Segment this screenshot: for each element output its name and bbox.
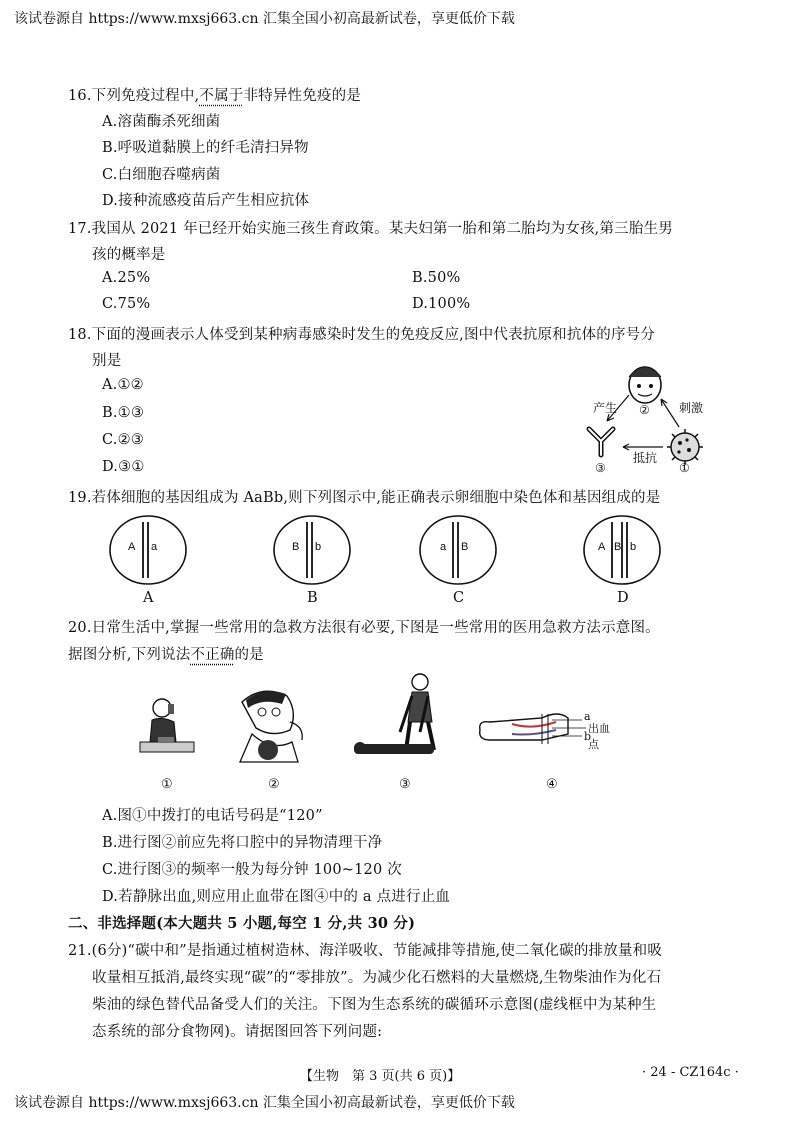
q16-stem: 16.下列免疫过程中,不属于非特异性免疫的是: [68, 88, 362, 104]
q17-option-c: C.75%: [102, 296, 151, 312]
q20-option-a: A.图①中拨打的电话号码是“120”: [102, 808, 323, 824]
section-heading: 二、非选择题(本大题共 5 小题,每空 1 分,共 30 分): [68, 915, 416, 932]
q17-option-a: A.25%: [102, 270, 151, 286]
q16-option-a: A.溶菌酶杀死细菌: [102, 114, 221, 130]
source-banner-bottom: 该试卷源自 https://www.mxsj663.cn 汇集全国小初高最新试卷，享更低价下载: [14, 1095, 515, 1111]
mark-3: ③: [595, 461, 606, 475]
cell-d-gene-2: B: [614, 541, 622, 553]
mark-2: ②: [639, 403, 650, 417]
q18-option-a: A.①②: [102, 377, 144, 393]
first-aid-figure-3: [350, 672, 450, 767]
q19-stem: 19.若体细胞的基因组成为 AaBb,则下列图示中,能正确表示卵细胞中染色体和基因组成的是: [68, 490, 661, 506]
q16-option-c: C.白细胞吞噬病菌: [102, 167, 221, 183]
q20-option-b: B.进行图②前应先将口腔中的异物清理干净: [102, 835, 383, 851]
cell-a-gene-1: A: [128, 541, 136, 553]
immune-cell-figure: [629, 367, 661, 403]
q21-line-3: 柴油的绿色替代品备受人们的关注。下图为生态系统的碳循环示意图(虚线框中为某种生: [92, 997, 657, 1013]
q18-option-c: C.②③: [102, 432, 144, 448]
cell-b-label: B: [307, 590, 318, 606]
cell-d-gene-1: A: [598, 541, 606, 553]
fig4-label-bleeding-point: 出血点: [588, 722, 610, 751]
cell-b-gene-1: B: [292, 541, 300, 553]
virus-antigen-figure: [667, 429, 703, 465]
paper-code: · 24 - CZ164c ·: [642, 1065, 739, 1080]
page-footer: 【生物 第 3 页(共 6 页)】: [300, 1069, 461, 1084]
cell-c-gene-1: a: [440, 541, 447, 553]
q21-line-4: 态系统的部分食物网)。请据图回答下列问题:: [92, 1024, 383, 1040]
label-produce: 产生: [593, 401, 618, 415]
cell-d-gene-3: b: [630, 541, 637, 553]
figure-mark-3: ③: [399, 777, 411, 792]
q21-line-1: 21.(6分)“碳中和”是指通过植树造林、海洋吸收、节能减排等措施,使二氧化碳的排放量和吸: [68, 943, 663, 959]
q21-line-2: 收量相互抵消,最终实现“碳”的“零排放”。为减少化石燃料的大量燃烧,生物柴油作为化石: [92, 970, 662, 986]
q18-stem-line1: 18.下面的漫画表示人体受到某种病毒感染时发生的免疫反应,图中代表抗原和抗体的序号分: [68, 327, 656, 343]
figure-mark-1: ①: [161, 777, 173, 792]
cell-option-b: [272, 510, 382, 590]
fig4-label-a: a: [584, 710, 591, 723]
q20-stem-line1: 20.日常生活中,掌握一些常用的急救方法很有必要,下图是一些常用的医用急救方法示意图。: [68, 620, 660, 636]
q20-stem-line2: 据图分析,下列说法不正确的是: [68, 647, 264, 663]
fig4-label-b: b: [584, 730, 592, 743]
cell-option-c: [418, 510, 528, 590]
q18-immune-cartoon: [575, 355, 710, 480]
label-stimulate: 刺激: [679, 401, 704, 415]
q20-option-d: D.若静脉出血,则应用止血带在图④中的 a 点进行止血: [102, 889, 451, 905]
source-banner-top: 该试卷源自 https://www.mxsj663.cn 汇集全国小初高最新试卷，享更低价下载: [14, 11, 515, 27]
q17-option-d: D.100%: [412, 296, 471, 312]
q17-option-b: B.50%: [412, 270, 461, 286]
q16-option-b: B.呼吸道黏膜上的纤毛清扫异物: [102, 140, 309, 156]
q20-stem-emphasis: 不正确: [190, 647, 235, 663]
cell-a-gene-2: a: [151, 541, 158, 553]
q18-stem-line2: 别是: [92, 353, 122, 369]
cell-d-label: D: [617, 590, 629, 606]
q18-option-b: B.①③: [102, 405, 145, 421]
cell-c-label: C: [453, 590, 465, 606]
mark-1: ①: [679, 461, 690, 475]
cell-c-gene-2: B: [461, 541, 469, 553]
first-aid-figure-4: [472, 700, 612, 760]
antibody-figure: [589, 429, 613, 455]
figure-mark-4: ④: [546, 777, 558, 792]
cell-option-a: [108, 510, 218, 590]
q16-option-d: D.接种流感疫苗后产生相应抗体: [102, 193, 310, 209]
q17-stem-line2: 孩的概率是: [92, 247, 166, 263]
q17-stem-line1: 17.我国从 2021 年已经开始实施三孩生育政策。某夫妇第一胎和第二胎均为女孩,第三胎生男: [68, 221, 673, 237]
figure-mark-2: ②: [268, 777, 280, 792]
cell-b-gene-2: b: [315, 541, 322, 553]
q16-stem-emphasis: 不属于: [199, 88, 244, 104]
q20-option-c: C.进行图③的频率一般为每分钟 100~120 次: [102, 862, 402, 878]
label-resist: 抵抗: [633, 451, 658, 465]
q18-option-d: D.③①: [102, 459, 145, 475]
cell-option-d: [582, 510, 692, 590]
first-aid-figure-2: [232, 682, 312, 767]
first-aid-figure-1: [138, 690, 198, 765]
cell-a-label: A: [143, 590, 154, 606]
